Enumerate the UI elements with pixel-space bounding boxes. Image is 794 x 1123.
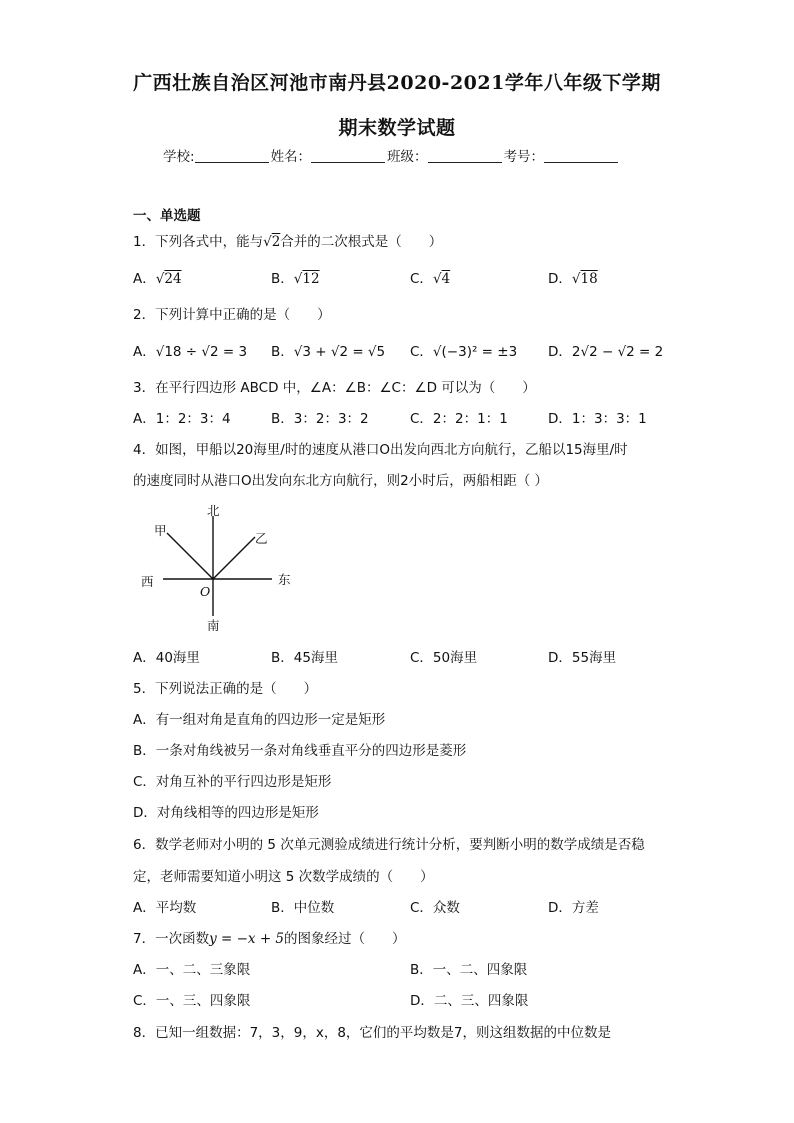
q3-option-c[interactable]: C．2：2：1：1 [410, 411, 508, 427]
question-1-stem: 1．下列各式中，能与√2合并的二次根式是（ ） [133, 234, 443, 250]
q6-option-c[interactable]: C．众数 [410, 900, 460, 916]
q3-option-d[interactable]: D．1：3：3：1 [548, 411, 647, 427]
id-label: 考号： [503, 149, 545, 165]
q2-option-a[interactable]: A．√18 ÷ √2 = 3 [133, 344, 248, 360]
question-6-stem-line2: 定，老师需要知道小明这 5 次数学成绩的（ ） [133, 869, 434, 885]
school-blank[interactable] [195, 148, 269, 163]
q3-option-a[interactable]: A．1：2：3：4 [133, 411, 231, 427]
q1-option-c[interactable]: C．√4 [410, 271, 451, 287]
exam-title-line2: 期末数学试题 [338, 117, 456, 139]
q4-option-b[interactable]: B．45海里 [271, 650, 338, 666]
question-5-stem: 5．下列说法正确的是（ ） [133, 681, 318, 697]
east-label: 东 [278, 572, 291, 587]
q7-option-a[interactable]: A．一、二、三象限 [133, 962, 251, 978]
q1-option-d[interactable]: D．√18 [548, 271, 598, 287]
student-info-row [163, 145, 618, 165]
q2-option-b[interactable]: B．√3 + √2 = √5 [271, 344, 386, 360]
jia-label: 甲 [154, 523, 167, 538]
q6-option-a[interactable]: A．平均数 [133, 900, 197, 916]
q2-option-c[interactable]: C．√(−3)² = ±3 [410, 344, 518, 360]
question-2-stem: 2．下列计算中正确的是（ ） [133, 307, 331, 323]
question-3-stem: 3．在平行四边形 ABCD 中，∠A：∠B：∠C：∠D 可以为（ ） [133, 380, 536, 396]
q1-option-a[interactable]: A．√24 [133, 271, 182, 287]
school-label: 学校: [163, 149, 195, 165]
q4-option-a[interactable]: A．40海里 [133, 650, 200, 666]
section-heading: 一、单选题 [133, 208, 201, 224]
south-label: 南 [207, 618, 220, 633]
west-label: 西 [141, 574, 154, 589]
question-4-stem-line2: 的速度同时从港口O出发向东北方向航行，则2小时后，两船相距（ ） [133, 473, 549, 489]
q5-option-c[interactable]: C．对角互补的平行四边形是矩形 [133, 774, 332, 790]
class-label: 班级： [387, 149, 428, 165]
north-label: 北 [207, 503, 220, 518]
q5-option-b[interactable]: B．一条对角线被另一条对角线垂直平分的四边形是菱形 [133, 743, 467, 759]
ship-yi-path [213, 537, 255, 579]
question-7-stem: 7．一次函数y = −x + 5的图象经过（ ） [133, 931, 406, 947]
name-blank[interactable] [311, 148, 385, 163]
id-blank[interactable] [544, 148, 618, 163]
q2-option-d[interactable]: D．2√2 − √2 = 2 [548, 344, 664, 360]
q4-option-c[interactable]: C．50海里 [410, 650, 478, 666]
q7-option-c[interactable]: C．一、三、四象限 [133, 993, 251, 1009]
ship-jia-path [167, 533, 213, 579]
q1-option-b[interactable]: B．√12 [271, 271, 320, 287]
q7-option-b[interactable]: B．一、二、四象限 [410, 962, 528, 978]
exam-title-line1: 广西壮族自治区河池市南丹县2020-2021学年八年级下学期 [133, 72, 661, 94]
origin-label: O [200, 584, 211, 599]
question-4-stem-line1: 4．如图，甲船以20海里/时的速度从港口O出发向西北方向航行，乙船以15海里/时 [133, 442, 628, 458]
q6-option-d[interactable]: D．方差 [548, 900, 599, 916]
question-6-stem-line1: 6．数学老师对小明的 5 次单元测验成绩进行统计分析，要判断小明的数学成绩是否稳 [133, 837, 645, 853]
question-8-stem: 8．已知一组数据：7，3，9，x，8，它们的平均数是7，则这组数据的中位数是 [133, 1025, 612, 1041]
q5-option-a[interactable]: A．有一组对角是直角的四边形一定是矩形 [133, 712, 386, 728]
compass-diagram [130, 498, 310, 638]
class-blank[interactable] [428, 148, 502, 163]
sqrt-2: √2 [263, 234, 281, 250]
q7-option-d[interactable]: D．二、三、四象限 [410, 993, 529, 1009]
q6-option-b[interactable]: B．中位数 [271, 900, 335, 916]
linear-function: y = −x + 5 [209, 931, 285, 947]
q5-option-d[interactable]: D．对角线相等的四边形是矩形 [133, 805, 319, 821]
q3-option-b[interactable]: B．3：2：3：2 [271, 411, 369, 427]
name-label: 姓名： [270, 149, 312, 165]
q4-option-d[interactable]: D．55海里 [548, 650, 617, 666]
yi-label: 乙 [255, 531, 268, 546]
